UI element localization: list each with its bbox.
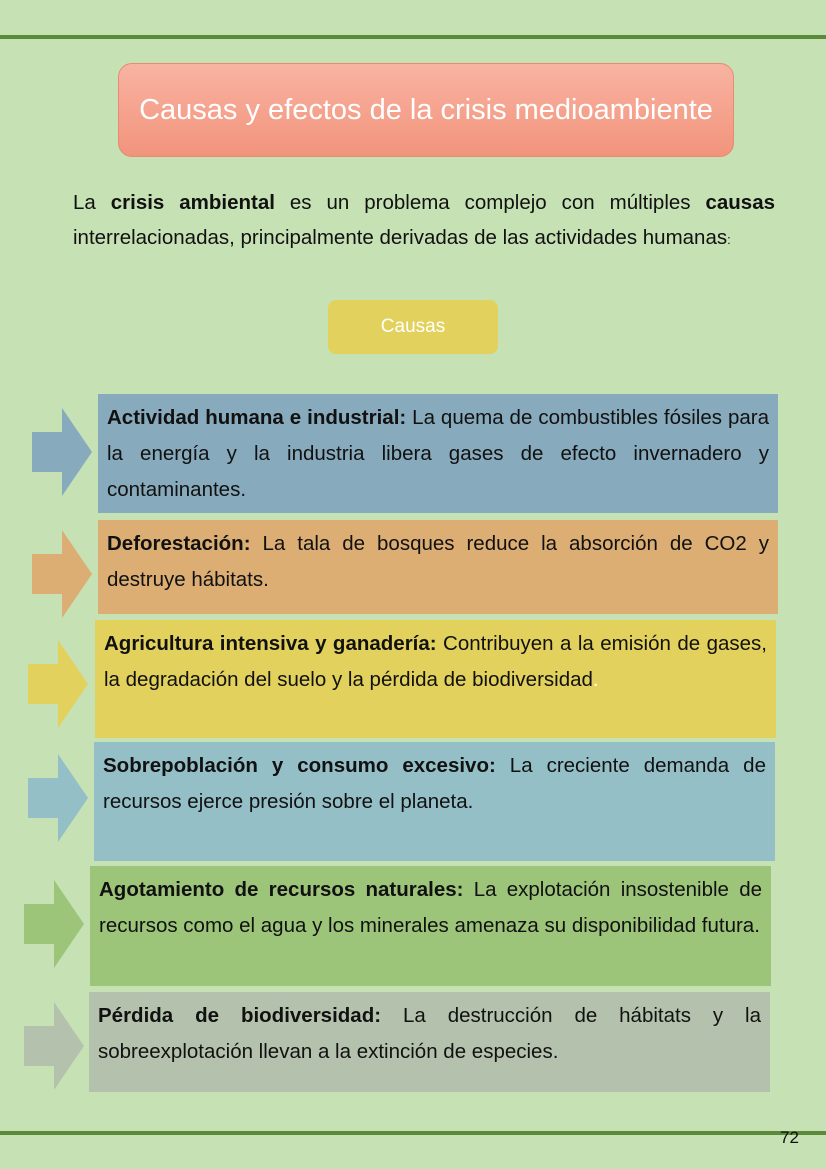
cause-text: La explotación insostenible de recursos como el agua y los minerales amenaza su disponibilidad futura.	[99, 878, 762, 937]
top-rule	[0, 35, 826, 39]
cause-heading: Sobrepoblación y consumo excesivo:	[103, 754, 496, 777]
cause-box-5	[90, 866, 771, 986]
intro-text-1: La	[73, 191, 111, 214]
cause-text: La tala de bosques reduce la absorción de CO2 y destruye hábitats.	[107, 532, 769, 591]
cause-text: Contribuyen a la emisión de gases, la degradación del suelo y la pérdida de biodiversidad	[104, 632, 767, 691]
cause-box-2	[98, 520, 778, 614]
arrow-icon	[28, 640, 88, 728]
title-banner	[118, 63, 734, 157]
page-title: Causas y efectos de la crisis medioambiente	[139, 93, 713, 126]
arrow-icon	[32, 530, 92, 618]
page-number: 72	[780, 1128, 799, 1147]
cause-box-1	[98, 394, 778, 513]
intro-paragraph	[73, 185, 775, 257]
causas-label-box	[328, 300, 498, 354]
causas-label: Causas	[380, 316, 446, 337]
bottom-rule	[0, 1131, 826, 1135]
cause-heading: Agotamiento de recursos naturales:	[99, 878, 464, 901]
cause-box-4	[94, 742, 775, 861]
cause-text: La creciente demanda de recursos ejerce presión sobre el planeta.	[103, 754, 766, 813]
intro-colon: :	[727, 232, 731, 247]
cause-box-3	[95, 620, 776, 738]
cause-text: La quema de combustibles fósiles para la energía y la industria libera gases de efecto invernadero y contaminantes.	[107, 406, 769, 501]
cause-box-6	[89, 992, 770, 1092]
cause-heading: Pérdida de biodiversidad:	[98, 1004, 382, 1027]
intro-bold-1: crisis ambiental	[110, 191, 275, 214]
intro-text-2: es un problema complejo con múltiples	[274, 191, 706, 214]
cause-text: La destrucción de hábitats y la sobreexplotación llevan a la extinción de especies.	[98, 1004, 761, 1063]
arrow-icon	[28, 754, 88, 842]
arrow-icon	[24, 880, 84, 968]
arrow-icon	[32, 408, 92, 496]
arrow-icon	[24, 1002, 84, 1090]
cause-heading: Deforestación:	[107, 532, 251, 555]
cause-trail: .	[592, 668, 599, 691]
cause-heading: Agricultura intensiva y ganadería:	[104, 632, 437, 655]
intro-text-3: interrelacionadas, principalmente derivadas de las actividades humanas	[73, 226, 728, 249]
intro-bold-2: causas	[705, 191, 775, 214]
cause-heading: Actividad humana e industrial:	[107, 406, 407, 429]
